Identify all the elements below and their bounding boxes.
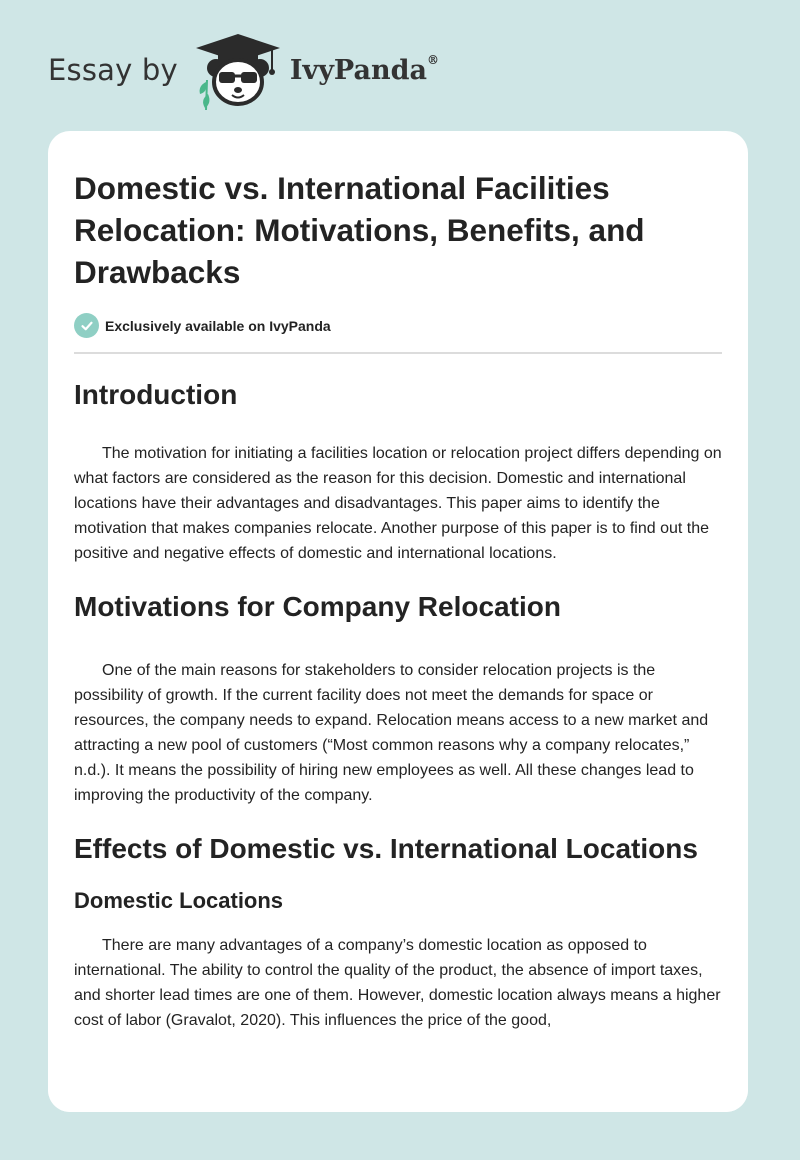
panda-graduate-icon[interactable] — [192, 30, 284, 110]
section-heading-introduction: Introduction — [74, 379, 238, 410]
paragraph-introduction: The motivation for initiating a facilities location or relocation project differs depending on what factors are considered as the reason for this decision. Domestic and international locations have their advantages and disadvantages. This paper aims to identify the motivation that makes companies relocate. Another purpose of this paper is to find out the positive and negative effects of domestic and international locations. — [74, 445, 722, 562]
essay-by-label: Essay by — [48, 53, 178, 87]
brand-name[interactable]: IvyPanda® — [289, 52, 439, 86]
card-bottom-fade — [48, 1052, 748, 1112]
essay-card — [48, 131, 748, 1112]
section-heading-effects: Effects of Domestic vs. International Locations — [74, 833, 698, 864]
exclusive-label: Exclusively available on IvyPanda — [105, 317, 331, 334]
page-title: Domestic vs. International Facilities Relocation: Motivations, Benefits, and Drawbacks — [74, 170, 645, 290]
section-heading-motivations: Motivations for Company Relocation — [74, 591, 561, 622]
paragraph-motivations: One of the main reasons for stakeholders to consider relocation projects is the possibility of growth. If the current facility does not meet the demands for space or resources, the company needs to expand. Relocation means access to a new market and attracting a new pool of customers (“Most common reasons why a company relocates,” n.d.). It means the possibility of hiring new employees as well. All these changes lead to improving the productivity of the company. — [74, 662, 709, 804]
site-header — [48, 30, 439, 110]
subheading-domestic-locations: Domestic Locations — [74, 888, 284, 913]
exclusive-badge — [74, 313, 722, 354]
check-circle-icon — [74, 313, 99, 338]
paragraph-domestic-locations: There are many advantages of a company’s domestic location as opposed to international. The ability to control the quality of the product, the absence of import taxes, and shorter lead times are one of them. However, domestic location always means a higher cost of labor (Gravalot, 2020). This influences the price of the good, — [74, 937, 721, 1029]
